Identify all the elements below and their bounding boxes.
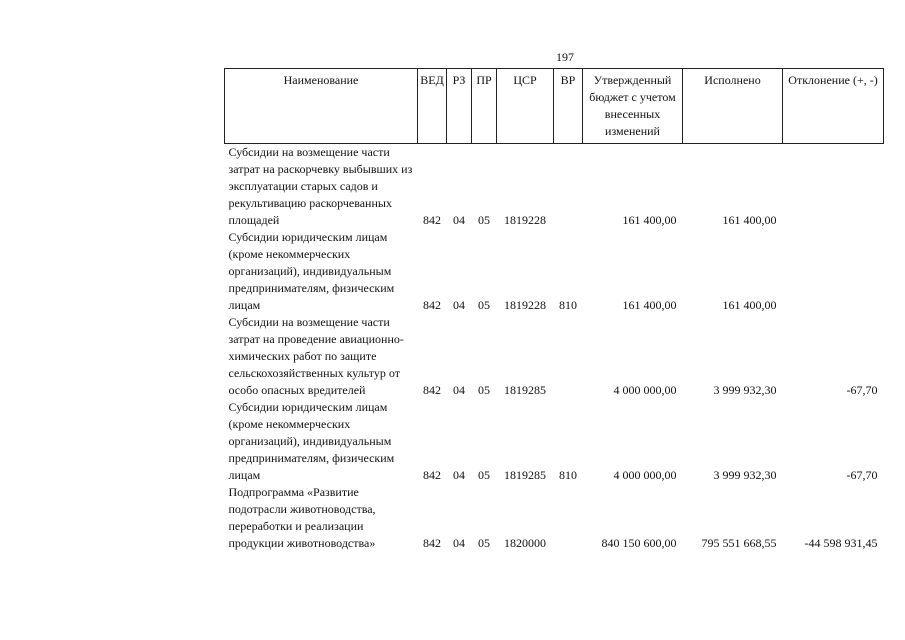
cell-pr: 05 bbox=[478, 213, 490, 227]
cell-rz: 04 bbox=[453, 383, 465, 397]
cell-approved: 161 400,00 bbox=[622, 213, 677, 227]
cell-approved: 4 000 000,00 bbox=[613, 383, 677, 397]
cell-executed: 3 999 932,30 bbox=[713, 383, 777, 397]
cell-csr: 1819228 bbox=[504, 298, 546, 312]
cell-executed: 161 400,00 bbox=[722, 213, 777, 227]
cell-deviation bbox=[783, 229, 884, 314]
budget-table bbox=[224, 68, 884, 552]
table-row bbox=[225, 229, 884, 314]
cell-name: Субсидии на возмещение части затрат на проведение авиационно-химических работ по защите сельскохозяйственных культур от особо опасных вредителей bbox=[228, 315, 404, 397]
cell-vr bbox=[554, 314, 583, 399]
cell-vr: 810 bbox=[559, 468, 577, 482]
table-row bbox=[225, 399, 884, 484]
header-rz: РЗ bbox=[447, 69, 472, 144]
page-number: 197 bbox=[556, 50, 574, 64]
cell-pr: 05 bbox=[478, 468, 490, 482]
table-body bbox=[225, 144, 884, 553]
cell-approved: 161 400,00 bbox=[622, 298, 677, 312]
cell-executed: 3 999 932,30 bbox=[713, 468, 777, 482]
cell-pr: 05 bbox=[478, 536, 490, 550]
cell-deviation: -44 598 931,45 bbox=[804, 536, 878, 550]
cell-pr: 05 bbox=[478, 298, 490, 312]
cell-approved: 840 150 600,00 bbox=[601, 536, 677, 550]
header-ved: ВЕД bbox=[418, 69, 447, 144]
table-row bbox=[225, 314, 884, 399]
cell-rz: 04 bbox=[453, 468, 465, 482]
header-name: Наименование bbox=[225, 69, 418, 144]
cell-vr: 810 bbox=[559, 298, 577, 312]
cell-deviation: -67,70 bbox=[846, 383, 878, 397]
cell-name: Субсидии на возмещение части затрат на раскорчевку выбывших из эксплуатации старых садов и рекультивацию раскорчеванных площадей bbox=[228, 145, 413, 227]
cell-approved: 4 000 000,00 bbox=[613, 468, 677, 482]
cell-deviation: -67,70 bbox=[846, 468, 878, 482]
cell-name: Подпрограмма «Развитие подотрасли животноводства, переработки и реализации продукции животноводства» bbox=[228, 485, 376, 550]
cell-pr: 05 bbox=[478, 383, 490, 397]
cell-rz: 04 bbox=[453, 536, 465, 550]
cell-csr: 1819228 bbox=[504, 213, 546, 227]
cell-ved: 842 bbox=[423, 468, 441, 482]
cell-csr: 1819285 bbox=[504, 468, 546, 482]
header-executed: Исполнено bbox=[683, 69, 783, 144]
header-csr: ЦСР bbox=[497, 69, 554, 144]
cell-name: Субсидии юридическим лицам (кроме некоммерческих организаций), индивидуальным предпринимателям, физическим лицам bbox=[228, 230, 395, 312]
header-deviation: Отклонение (+, -) bbox=[783, 69, 884, 144]
cell-vr bbox=[554, 484, 583, 552]
cell-csr: 1820000 bbox=[504, 536, 546, 550]
cell-rz: 04 bbox=[453, 213, 465, 227]
header-approved: Утвержденный бюджет с учетом внесенных изменений bbox=[583, 69, 683, 144]
cell-csr: 1819285 bbox=[504, 383, 546, 397]
table-row bbox=[225, 144, 884, 230]
cell-ved: 842 bbox=[423, 298, 441, 312]
table-header bbox=[225, 69, 884, 144]
cell-rz: 04 bbox=[453, 298, 465, 312]
cell-executed: 795 551 668,55 bbox=[701, 536, 777, 550]
header-vr: ВР bbox=[554, 69, 583, 144]
cell-ved: 842 bbox=[423, 536, 441, 550]
cell-ved: 842 bbox=[423, 383, 441, 397]
cell-name: Субсидии юридическим лицам (кроме некоммерческих организаций), индивидуальным предпринимателям, физическим лицам bbox=[228, 400, 395, 482]
cell-vr bbox=[554, 144, 583, 230]
cell-executed: 161 400,00 bbox=[722, 298, 777, 312]
table-row bbox=[225, 484, 884, 552]
cell-deviation bbox=[783, 144, 884, 230]
cell-ved: 842 bbox=[423, 213, 441, 227]
header-pr: ПР bbox=[472, 69, 497, 144]
